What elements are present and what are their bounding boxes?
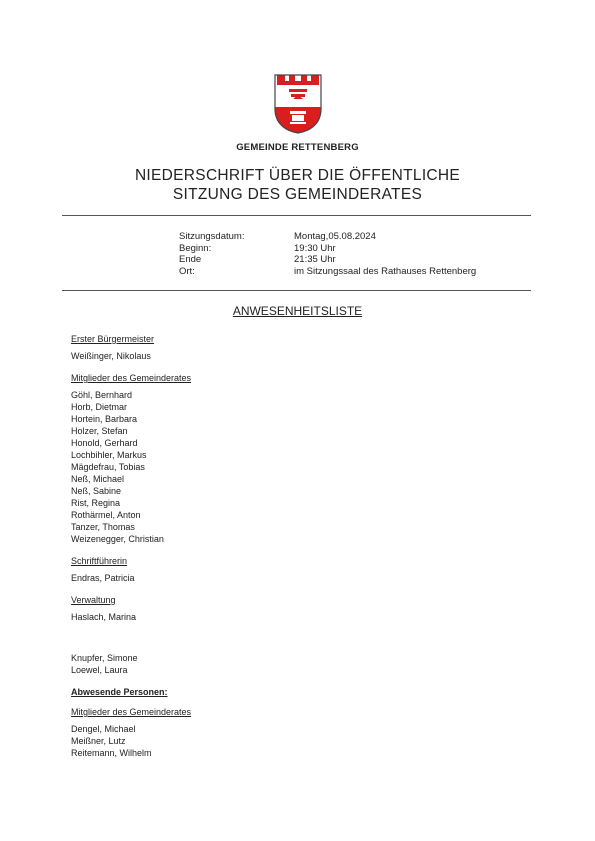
- section-title-mayor: Erster Bürgermeister: [71, 334, 155, 344]
- section-administration: [71, 594, 191, 623]
- meeting-date-row: [179, 231, 476, 243]
- list-item: Holzer, Stefan: [71, 426, 128, 436]
- section-absent: [71, 686, 191, 759]
- absent-heading: Abwesende Personen:: [71, 687, 168, 697]
- list-item: Reitemann, Wilhelm: [71, 748, 152, 758]
- list-item: Endras, Patricia: [71, 573, 135, 583]
- section-recorder: [71, 555, 191, 584]
- list-item: Rothärmel, Anton: [71, 510, 141, 520]
- divider-top: [62, 215, 531, 216]
- list-item: Knupfer, Simone: [71, 653, 138, 663]
- mayor-names: [71, 350, 191, 362]
- section-guests: [71, 652, 191, 676]
- section-title-absent-council: Mitglieder des Gemeinderates: [71, 707, 192, 717]
- list-item: Göhl, Bernhard: [71, 390, 133, 400]
- list-item: Horb, Dietmar: [71, 402, 128, 412]
- list-item: Rist, Regina: [71, 498, 121, 508]
- recorder-names: [71, 572, 191, 584]
- list-item: Loewel, Laura: [71, 665, 128, 675]
- list-item: Tanzer, Thomas: [71, 522, 135, 532]
- attendance-heading: ANWESENHEITSLISTE: [232, 304, 363, 318]
- meeting-end-label: Ende: [179, 254, 202, 265]
- meeting-place-label: Ort:: [179, 265, 195, 277]
- list-item: Neß, Michael: [71, 474, 125, 484]
- council-names: [71, 389, 191, 545]
- guest-names: [71, 652, 191, 676]
- section-title-council: Mitglieder des Gemeinderates: [71, 373, 192, 383]
- meeting-date-label: Sitzungsdatum:: [179, 231, 245, 242]
- list-item: Haslach, Marina: [71, 612, 137, 622]
- list-item: Neß, Sabine: [71, 486, 122, 496]
- list-item: Mägdefrau, Tobias: [71, 462, 145, 472]
- meeting-details: [179, 231, 476, 277]
- list-item: Meißner, Lutz: [71, 736, 126, 746]
- section-title-recorder: Schriftführerin: [71, 556, 128, 566]
- list-item: Hortein, Barbara: [71, 414, 138, 424]
- section-mayor: [71, 333, 191, 362]
- section-title-administration: Verwaltung: [71, 595, 116, 605]
- list-item: Honold, Gerhard: [71, 438, 138, 448]
- divider-bottom: [62, 290, 531, 291]
- meeting-start-value: 19:30 Uhr: [294, 242, 336, 254]
- title-line-2: SITZUNG DES GEMEINDERATES: [172, 186, 423, 203]
- title-line-1: NIEDERSCHRIFT ÜBER DIE ÖFFENTLICHE: [134, 167, 461, 184]
- meeting-date-value: Montag,05.08.2024: [294, 231, 376, 242]
- list-item: Lochbihler, Markus: [71, 450, 147, 460]
- municipal-crest-icon: [273, 73, 323, 135]
- meeting-place-row: [179, 266, 476, 278]
- meeting-end-row: [179, 254, 476, 266]
- meeting-start-row: [179, 243, 476, 255]
- municipality-name: GEMEINDE RETTENBERG: [236, 142, 359, 153]
- meeting-place-value: im Sitzungssaal des Rathauses Rettenberg: [294, 265, 477, 277]
- document-title: [0, 166, 595, 204]
- administration-names: [71, 611, 191, 623]
- section-council: [71, 372, 191, 545]
- attendance-list: [71, 333, 191, 759]
- list-item: Weizenegger, Christian: [71, 534, 164, 544]
- absent-council-names: [71, 723, 191, 759]
- meeting-end-value: 21:35 Uhr: [294, 254, 336, 265]
- meeting-start-label: Beginn:: [179, 242, 212, 254]
- list-item: Dengel, Michael: [71, 724, 136, 734]
- list-item: Weißinger, Nikolaus: [71, 351, 151, 361]
